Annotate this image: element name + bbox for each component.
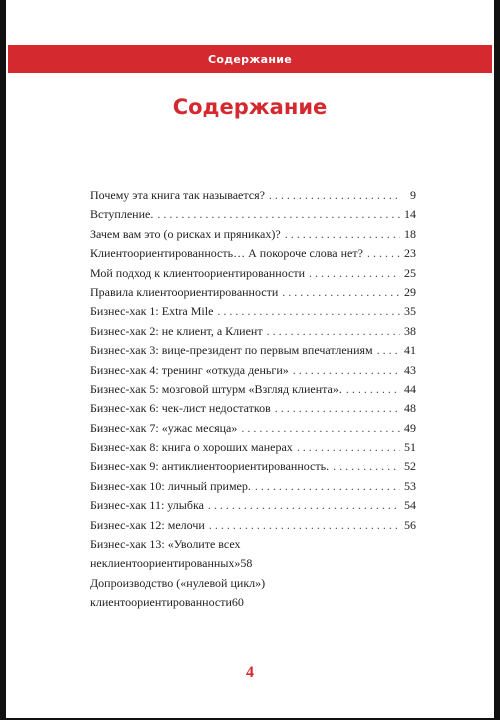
toc-entry-label: Бизнес-хак 12: мелочи [90, 517, 205, 532]
toc-entry-page: 56 [404, 517, 416, 532]
toc-entry[interactable] [90, 477, 416, 496]
dot-leader [275, 399, 400, 418]
toc-entry[interactable] [90, 361, 416, 380]
toc-entry-page: 44 [404, 381, 416, 396]
toc-entry[interactable] [90, 283, 416, 302]
toc-entry-label: Бизнес-хак 7: «ужас месяца» [90, 420, 238, 435]
dot-leader [367, 244, 400, 263]
dot-leader [241, 419, 400, 438]
dot-leader [267, 322, 400, 341]
toc-entry-label: Зачем вам это (о рисках и пряниках)? [90, 226, 281, 241]
toc-entry-label: Правила клиентоориентированности [90, 284, 279, 299]
toc-entry-page: 35 [404, 304, 416, 319]
toc-entry[interactable] [90, 457, 416, 476]
toc-entry-multiline[interactable] [90, 535, 416, 574]
toc-entry[interactable] [90, 419, 416, 438]
dot-leader [297, 438, 400, 457]
toc-entry-page: 43 [404, 362, 416, 377]
toc-entry-label-line1: Бизнес-хак 13: «Уволите всех [90, 537, 241, 552]
dot-leader [285, 225, 400, 244]
toc-entry[interactable] [90, 302, 416, 321]
toc-entry[interactable] [90, 380, 416, 399]
toc-entry-page: 58 [240, 556, 253, 571]
toc-entry-page: 51 [404, 440, 416, 455]
toc-entry-page: 38 [404, 323, 416, 338]
dot-leader [309, 264, 400, 283]
running-header-bar [8, 45, 492, 73]
toc-entry-label-line2: неклиентоориентированных» [90, 556, 241, 571]
toc-entry-label-line1: Допроизводство («нулевой цикл») [90, 575, 266, 590]
toc-entry-label: Бизнес-хак 2: не клиент, а Клиент [90, 323, 263, 338]
toc-entry-label: Бизнес-хак 10: личный пример. [90, 478, 251, 493]
toc-entry-page: 25 [404, 265, 416, 280]
dot-leader [346, 380, 400, 399]
toc-entry-label: Почему эта книга так называется? [90, 188, 265, 202]
toc-entry-page: 49 [404, 420, 416, 435]
toc-entry[interactable] [90, 205, 416, 224]
toc-entry-label: Бизнес-хак 9: антиклиентоориентированность. [90, 459, 330, 474]
page-title: Содержание [172, 95, 328, 119]
toc-entry-label: Клиентоориентированность… А покороче слова нет? [90, 246, 363, 261]
dot-leader [217, 302, 400, 321]
running-header-label: Содержание [208, 52, 292, 66]
toc-entry-page: 48 [404, 401, 416, 416]
dot-leader [333, 457, 400, 476]
toc-entry[interactable] [90, 244, 416, 263]
page-number: 4 [246, 664, 254, 681]
toc-entry[interactable] [90, 264, 416, 283]
toc-entry-label: Мой подход к клиентоориентированности [90, 265, 305, 280]
dot-leader [282, 283, 400, 302]
toc-entry-page: 60 [231, 595, 244, 610]
dot-leader [209, 516, 400, 535]
toc-entry[interactable] [90, 225, 416, 244]
toc-entry-label: Бизнес-хак 6: чек-лист недостатков [90, 401, 271, 416]
toc-entry-label: Бизнес-хак 3: вице-президент по первым впечатлениям [90, 343, 373, 358]
dot-leader [255, 477, 400, 496]
toc-entry-multiline[interactable] [90, 574, 416, 613]
toc-entry-label: Бизнес-хак 4: тренинг «откуда деньги» [90, 362, 289, 377]
dot-leader [293, 361, 400, 380]
toc-entry-label: Вступление. [90, 207, 154, 222]
toc-entry-label: Бизнес-хак 1: Extra Mile [90, 304, 214, 319]
toc-entry-page: 54 [404, 498, 416, 513]
toc-entry[interactable] [90, 438, 416, 457]
toc-entry[interactable] [90, 516, 416, 535]
toc-entry[interactable] [90, 341, 416, 360]
dot-leader [269, 186, 400, 205]
toc-entry-page: 53 [404, 478, 416, 493]
toc-entry-label-line2: клиентоориентированности [90, 595, 232, 610]
toc-entry-label: Бизнес-хак 11: улыбка [90, 498, 204, 513]
book-page [6, 0, 494, 718]
dot-leader [157, 205, 400, 224]
toc-entry-page: 29 [404, 284, 416, 299]
toc-entry-page: 41 [404, 343, 416, 358]
dot-leader [377, 341, 400, 360]
toc-entry-label: Бизнес-хак 8: книга о хороших манерах [90, 440, 293, 455]
toc-entry-page: 14 [404, 207, 416, 222]
toc-entry[interactable] [90, 399, 416, 418]
toc-entry-page: 52 [404, 459, 416, 474]
dot-leader [208, 496, 400, 515]
toc-entry[interactable] [90, 186, 416, 205]
table-of-contents [90, 186, 416, 613]
toc-entry[interactable] [90, 322, 416, 341]
toc-entry-page: 18 [404, 226, 416, 241]
toc-entry[interactable] [90, 496, 416, 515]
toc-entry-label: Бизнес-хак 5: мозговой штурм «Взгляд клиента». [90, 381, 342, 396]
toc-entry-page: 23 [404, 246, 416, 261]
toc-entry-page: 9 [410, 188, 416, 202]
